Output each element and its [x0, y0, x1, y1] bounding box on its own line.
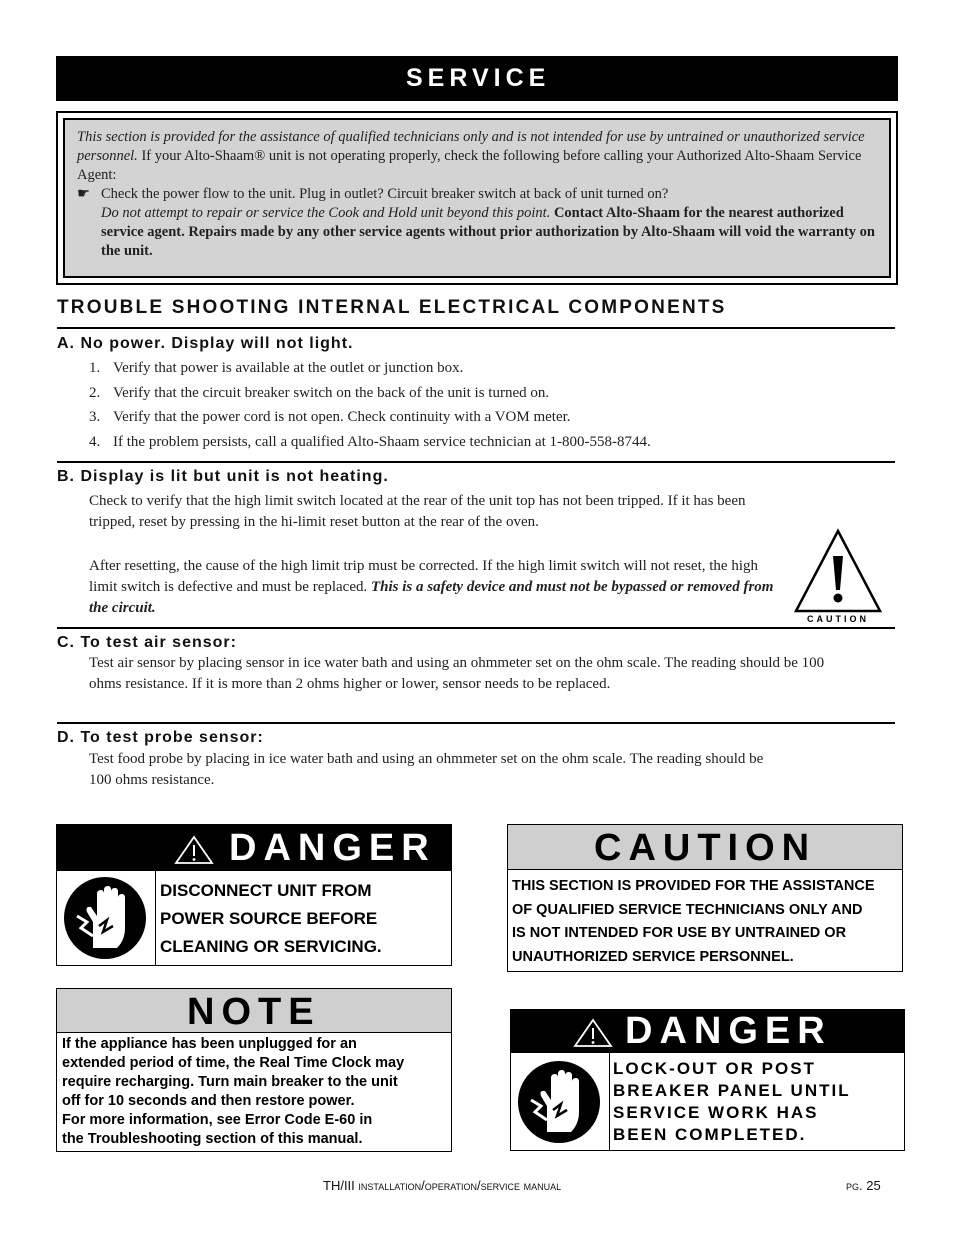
warning-triangle-icon: [174, 835, 214, 865]
notice-intro-rest: If your Alto-Shaam® unit is not operating properly, check the following before calling your Authorized Alto-Shaam Service Agent:: [77, 148, 862, 183]
section-b-heading: B. Display is lit but unit is not heating.: [57, 468, 389, 485]
danger-text: DISCONNECT UNIT FROM POWER SOURCE BEFORE CLEANING OR SERVICING.: [160, 881, 382, 956]
pointing-hand-icon: ☛: [77, 186, 90, 202]
footer-page-number: pg. 25: [846, 1178, 881, 1193]
banner-title: SERVICE: [406, 64, 551, 92]
danger-header: [57, 825, 451, 871]
caution-title: CAUTION: [594, 827, 817, 869]
danger-title: DANGER: [625, 1010, 832, 1052]
section-c-text: Test air sensor by placing sensor in ice water bath and using an ohmmeter set on the ohm scale. The reading should be 100 ohms resistance. If it is more than 2 ohms higher or lower, sensor needs to be replaced.: [89, 655, 825, 692]
danger-text: LOCK-OUT OR POST BREAKER PANEL UNTIL SERVICE WORK HAS BEEN COMPLETED.: [613, 1059, 851, 1144]
note-title: NOTE: [187, 991, 321, 1033]
danger-icon-cell: [57, 871, 156, 965]
notice-bold-text: Contact Alto-Shaam for the nearest authorized service agent. Repairs made by any other service agents without prior authorization by Alto-Shaam will void the warranty on the unit.: [101, 205, 875, 259]
service-notice-inner: [63, 118, 891, 278]
section-b-safety-note: This is a safety device and must not be bypassed or removed from the circuit.: [89, 579, 774, 616]
section-a-list: [89, 356, 651, 454]
caution-text: THIS SECTION IS PROVIDED FOR THE ASSISTANCE OF QUALIFIED SERVICE TECHNICIANS ONLY AND IS NOT INTENDED FOR USE BY UNTRAINED OR UNAUTHORIZED SERVICE PERSONNEL.: [512, 878, 875, 965]
danger-title: DANGER: [229, 827, 436, 869]
list-item: 4. If the problem persists, call a qualified Alto-Shaam service technician at 1-800-558-8744.: [89, 433, 651, 450]
notice-bullet-row: [77, 185, 879, 261]
electric-shock-hand-icon: [63, 876, 147, 960]
section-d-text: Test food probe by placing in ice water bath and using an ohmmeter set on the ohm scale. The reading should be 100 ohms resistance.: [89, 751, 764, 788]
electric-shock-hand-icon: [517, 1060, 601, 1144]
footer-manual-title: TH/III installation/operation/service manual: [323, 1178, 562, 1193]
note-box: [56, 988, 452, 1152]
caution-header: [508, 825, 902, 870]
section-c-heading: C. To test air sensor:: [57, 634, 237, 651]
notice-italic-warning: Do not attempt to repair or service the Cook and Hold unit beyond this point.: [101, 205, 551, 221]
list-item: 2. Verify that the circuit breaker switch on the back of the unit is turned on.: [89, 384, 550, 401]
notice-check-text: Check the power flow to the unit. Plug in outlet? Circuit breaker switch at back of unit turned on?: [101, 186, 669, 202]
warning-triangle-icon: [573, 1018, 613, 1048]
note-header: [57, 989, 451, 1033]
danger-header: [511, 1010, 904, 1053]
section-banner: [56, 56, 898, 101]
divider: [57, 461, 895, 463]
divider: [57, 722, 895, 724]
service-notice-box: [56, 111, 898, 285]
caution-icon-label: CAUTION: [807, 614, 869, 624]
caution-box: [507, 824, 903, 972]
notice-intro: [77, 128, 879, 185]
list-item: 1. Verify that power is available at the outlet or junction box.: [89, 360, 464, 376]
notice-italic-intro: This section is provided for the assistance of qualified technicians only and is not intended for use by untrained or unauthorized service personnel.: [77, 129, 865, 164]
list-item: 3. Verify that the power cord is not open. Check continuity with a VOM meter.: [89, 409, 571, 425]
divider: [57, 327, 895, 329]
section-a-heading: A. No power. Display will not light.: [57, 335, 354, 352]
divider: [57, 627, 895, 629]
danger-box-disconnect: [56, 824, 452, 966]
note-text: If the appliance has been unplugged for an extended period of time, the Real Time Clock may require recharging. Turn main breaker to the unit off for 10 seconds and then restore power. For more information, see Error Code E-60 in the Troubleshooting section of this manual.: [62, 1036, 405, 1147]
section-b-para1: Check to verify that the high limit switch located at the rear of the unit top has not been tripped. If it has been tripped, reset by pressing in the hi-limit reset button at the rear of the oven.: [89, 493, 746, 530]
danger-box-lockout: [510, 1009, 905, 1151]
section-b-para2: After resetting, the cause of the high limit trip must be corrected. If the high limit switch will not reset, the high limit switch is defective and must be replaced. This is a safety device and must not be bypassed or removed from the circuit.: [89, 558, 774, 616]
troubleshooting-title: TROUBLE SHOOTING INTERNAL ELECTRICAL COMPONENTS: [57, 297, 727, 318]
section-d-heading: D. To test probe sensor:: [57, 729, 264, 746]
caution-triangle-icon: [793, 528, 883, 624]
danger-icon-cell: [511, 1053, 610, 1150]
